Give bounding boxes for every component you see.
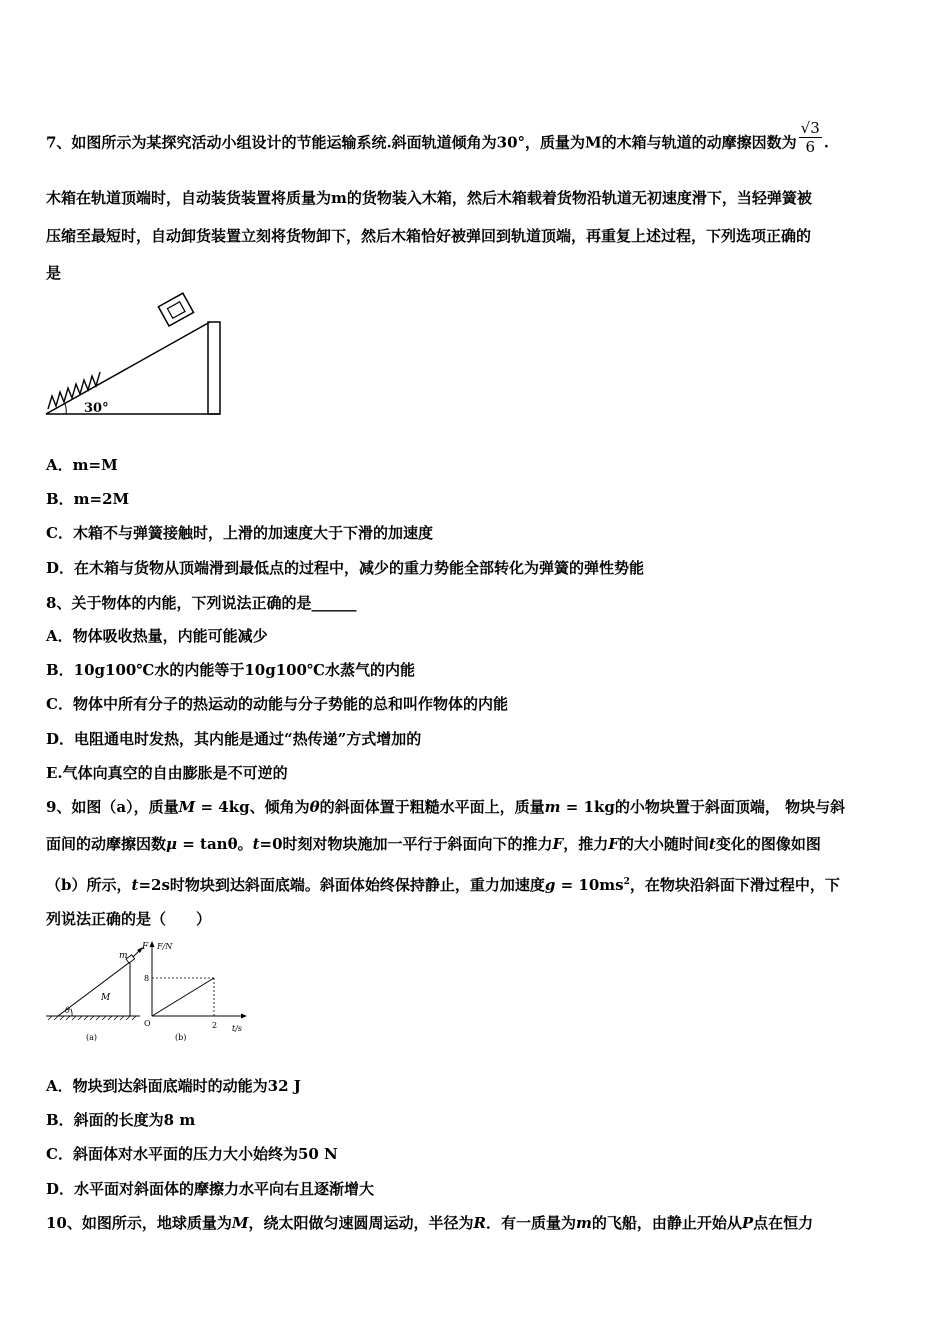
b-ytick-8: 8 bbox=[144, 974, 150, 983]
q8-option-b: B．10g100℃水的内能等于10g100℃水蒸气的内能 bbox=[46, 661, 415, 679]
q7-option-c: C．木箱不与弹簧接触时，上滑的加速度大于下滑的加速度 bbox=[46, 524, 433, 542]
q7-stem-text: 7、如图所示为某探究活动小组设计的节能运输系统.斜面轨道倾角为30°，质量为M的木箱与轨道的动摩擦因数为 bbox=[46, 133, 797, 152]
q9-option-d: D．水平面对斜面体的摩擦力水平向右且逐渐增大 bbox=[46, 1180, 375, 1198]
q7-stem-line3: 压缩至最短时，自动卸货装置立刻将货物卸下，然后木箱恰好被弹回到轨道顶端，再重复上述过程，下列选项正确的 bbox=[46, 227, 812, 245]
q7-stem-line4: 是 bbox=[46, 264, 62, 282]
fraction-numerator: √3 bbox=[800, 119, 820, 137]
q9-option-a: A．物块到达斜面底端时的动能为32 J bbox=[46, 1077, 301, 1095]
friction-fraction bbox=[799, 119, 822, 156]
q8-option-e: E.气体向真空的自由膨胀是不可逆的 bbox=[46, 764, 288, 782]
b-force-line bbox=[152, 978, 214, 1016]
q9-stem-line4: 列说法正确的是（ ） bbox=[46, 910, 212, 928]
b-caption: (b) bbox=[175, 1033, 187, 1042]
b-x-arrow bbox=[241, 1014, 247, 1019]
support-post bbox=[208, 322, 220, 414]
b-y-arrow bbox=[150, 941, 155, 947]
q8-stem: 8、关于物体的内能，下列说法正确的是______ bbox=[46, 594, 357, 612]
b-xtick-2: 2 bbox=[212, 1021, 218, 1030]
b-xlabel: t/s bbox=[232, 1024, 243, 1033]
q9-option-c: C．斜面体对水平面的压力大小始终为50 N bbox=[46, 1145, 338, 1163]
q9-stem-line1: 9、如图（a），质量M = 4kg、倾角为θ的斜面体置于粗糙水平面上，质量m = 1kg的小物块置于斜面顶端， 物块与斜 bbox=[46, 798, 846, 816]
angle-arc bbox=[65, 404, 66, 414]
q8-option-d: D．电阻通电时发热，其内能是通过“热传递”方式增加的 bbox=[46, 730, 422, 748]
a-label-M: M bbox=[101, 993, 111, 1003]
q8-option-c: C．物体中所有分子的热运动的动能与分子势能的总和叫作物体的内能 bbox=[46, 695, 508, 713]
b-origin: O bbox=[144, 1019, 151, 1028]
q10-stem: 10、如图所示，地球质量为M，绕太阳做匀速圆周运动，半径为R．有一质量为m的飞船，由静止开始从P点在恒力 bbox=[46, 1214, 814, 1232]
a-ground-hatch bbox=[48, 1016, 136, 1020]
q7-stem-end: . bbox=[823, 133, 829, 152]
crate bbox=[158, 293, 193, 326]
b-ylabel: F/N bbox=[157, 942, 173, 951]
a-label-theta: θ bbox=[65, 1006, 70, 1015]
q7-incline-figure bbox=[44, 292, 226, 420]
angle-label: 30° bbox=[84, 401, 109, 416]
a-label-m: m bbox=[119, 951, 128, 961]
q7-stem-line2: 木箱在轨道顶端时，自动装货装置将质量为m的货物装入木箱，然后木箱载着货物沿轨道无初速度滑下，当轻弹簧被 bbox=[46, 189, 812, 207]
incline-surface bbox=[46, 322, 210, 414]
q7-option-b: B．m=2M bbox=[46, 490, 130, 508]
a-caption: (a) bbox=[86, 1033, 98, 1042]
fraction-denominator: 6 bbox=[805, 138, 815, 156]
a-label-f: F bbox=[142, 942, 149, 952]
q9-option-b: B．斜面的长度为8 m bbox=[46, 1111, 196, 1129]
q8-option-a: A．物体吸收热量，内能可能减少 bbox=[46, 627, 268, 645]
q9-figure bbox=[44, 938, 256, 1048]
q7-option-d: D．在木箱与货物从顶端滑到最低点的过程中，减少的重力势能全部转化为弹簧的弹性势能 bbox=[46, 559, 645, 577]
a-angle-arc bbox=[71, 1009, 72, 1016]
q9-stem-line3: （b）所示，t=2s时物块到达斜面底端。斜面体始终保持静止，重力加速度$g = 10ms^2$，在物块沿斜面下滑过程中，下 bbox=[46, 876, 840, 894]
q7-option-a: A．m=M bbox=[46, 456, 118, 474]
q7-stem-line1 bbox=[46, 119, 910, 162]
q9-stem-line2: 面间的动摩擦因数μ = tanθ。t=0时刻对物块施加一平行于斜面向下的推力F，推力F的大小随时间t变化的图像如图 bbox=[46, 835, 821, 853]
